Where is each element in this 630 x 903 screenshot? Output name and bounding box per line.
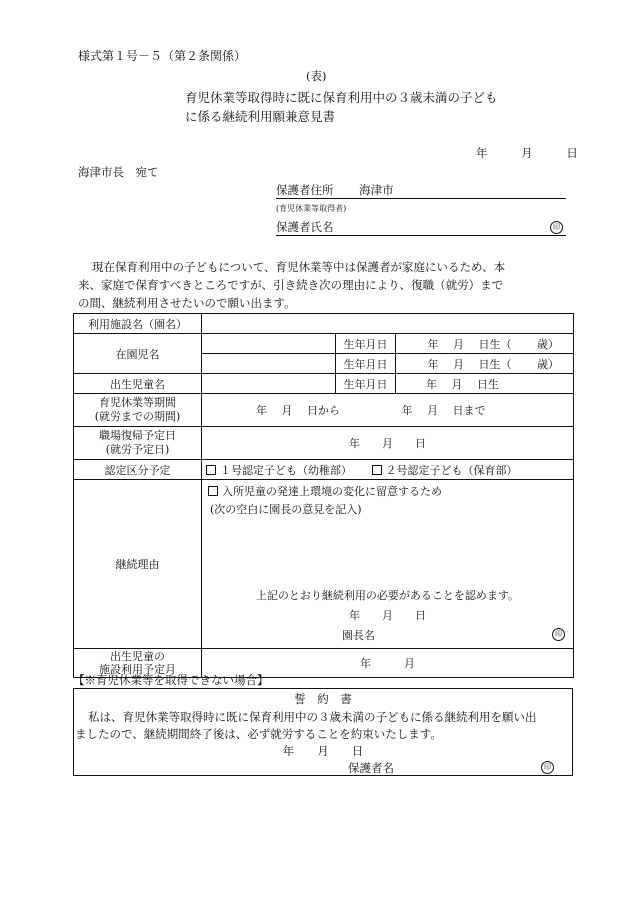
guardian-address-line xyxy=(276,182,566,199)
reason-option: 入所児童の発達上環境の変化に留意するため xyxy=(222,485,442,498)
checkbox-reason[interactable] xyxy=(208,486,218,496)
side-label: (表) xyxy=(306,69,327,83)
seal-icon: 印 xyxy=(550,221,563,234)
seal-icon: 印 xyxy=(552,628,565,641)
return-date-field[interactable]: 年 月 日 xyxy=(202,427,574,460)
enrolled-label: 在園児名 xyxy=(74,334,202,374)
guardian-address-value: 海津市 xyxy=(359,183,394,197)
checkbox-cert-2[interactable] xyxy=(372,465,382,475)
dob-label: 生年月日 xyxy=(336,374,396,394)
checkbox-cert-1[interactable] xyxy=(206,465,216,475)
guardian-note: (育児休業等取得者) xyxy=(276,204,347,213)
form-title-line1: 育児休業等取得時に既に保育利用中の３歳未満の子ども xyxy=(185,90,498,105)
pledge-line1: 私は、育児休業等取得時に既に保育利用中の３歳未満の子どもに係る継続利用を願い出 xyxy=(88,710,537,724)
dob-field-2[interactable]: 年 月 日生（ 歳） xyxy=(396,354,574,374)
newborn-use-label: 出生児童の 施設利用予定月 xyxy=(74,649,202,678)
newborn-use-field[interactable]: 年 月 xyxy=(202,649,574,678)
reason-note: (次の空白に園長の意見を記入) xyxy=(210,503,362,516)
pledge-title: 誓 約 書 xyxy=(294,692,352,706)
guardian-address-label: 保護者住所 xyxy=(276,183,334,197)
form-title-line2: に係る継続利用願兼意見書 xyxy=(185,109,336,124)
date-header: 年 月 日 xyxy=(476,146,578,160)
body-text-line1: 現在保育利用中の子どもについて、育児休業等中は保護者が家庭にいるため、本 xyxy=(92,260,506,274)
body-text-line2: 来、家庭で保育すべきところですが、引き続き次の理由により、復職（就労）まで xyxy=(78,278,504,292)
leave-period-field[interactable]: 年 月 日から 年 月 日まで xyxy=(202,394,574,427)
dob-field-1[interactable]: 年 月 日生（ 歳） xyxy=(396,334,574,354)
facility-label: 利用施設名（園名） xyxy=(74,314,202,334)
cert-label: 認定区分予定 xyxy=(74,460,202,480)
enrolled-name-field-1[interactable] xyxy=(202,334,336,354)
newborn-label: 出生児童名 xyxy=(74,374,202,394)
leave-period-label: 育児休業等期間 (就労までの期間) xyxy=(74,394,202,427)
dob-label: 生年月日 xyxy=(336,354,396,374)
cert-options: １号認定子ども（幼稚部） ２号認定子ども（保育部） xyxy=(202,460,574,480)
body-text-line3: の間、継続利用させたいので願い出ます。 xyxy=(78,296,296,310)
newborn-dob-field[interactable]: 年 月 日生 xyxy=(396,374,574,394)
newborn-name-field[interactable] xyxy=(202,374,336,394)
addressee: 海津市長 宛て xyxy=(78,165,159,179)
enrolled-name-field-2[interactable] xyxy=(202,354,336,374)
dob-label: 生年月日 xyxy=(336,334,396,354)
pledge-date: 年 月 日 xyxy=(282,744,364,758)
approval-date: 年 月 日 xyxy=(349,609,426,622)
guardian-name-label: 保護者氏名 xyxy=(276,220,334,234)
pledge-signer-label: 保護者名 xyxy=(348,761,394,775)
principal-label: 園長名 xyxy=(342,629,375,642)
pledge-box xyxy=(73,688,573,776)
return-date-label: 職場復帰予定日 (就労予定日) xyxy=(74,427,202,460)
form-number: 様式第１号－５（第２条関係） xyxy=(78,49,247,63)
facility-field[interactable] xyxy=(202,314,574,334)
pledge-heading: 【※育児休業等を取得できない場合】 xyxy=(73,673,269,687)
pledge-line2: ましたので、継続期間終了後は、必ず就労することを約束いたします。 xyxy=(75,727,442,741)
application-table xyxy=(73,313,574,678)
seal-icon: 印 xyxy=(541,761,554,774)
approval-text: 上記のとおり継続利用の必要があることを認めます。 xyxy=(255,589,520,602)
guardian-name-line xyxy=(276,219,566,236)
reason-label: 継続理由 xyxy=(74,480,202,649)
reason-field[interactable] xyxy=(202,480,574,649)
